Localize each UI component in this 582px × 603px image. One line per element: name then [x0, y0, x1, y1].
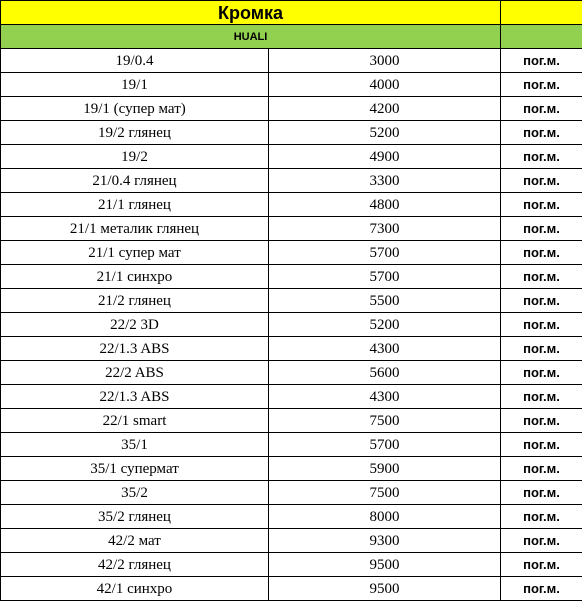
product-unit: пог.м. [501, 361, 582, 385]
product-price: 5200 [269, 313, 501, 337]
table-row [1, 505, 582, 529]
product-price: 5600 [269, 361, 501, 385]
product-unit: пог.м. [501, 433, 582, 457]
product-name: 35/1 [1, 433, 269, 457]
product-unit: пог.м. [501, 457, 582, 481]
product-unit: пог.м. [501, 529, 582, 553]
product-price: 7300 [269, 217, 501, 241]
table-row [1, 481, 582, 505]
product-unit: пог.м. [501, 313, 582, 337]
product-name: 42/1 синхро [1, 577, 269, 601]
product-price: 4900 [269, 145, 501, 169]
product-price: 4200 [269, 97, 501, 121]
product-name: 22/1.3 ABS [1, 385, 269, 409]
product-name: 35/2 [1, 481, 269, 505]
product-price: 5200 [269, 121, 501, 145]
table-row [1, 289, 582, 313]
table-row [1, 145, 582, 169]
title-row [1, 1, 582, 25]
table-row [1, 241, 582, 265]
product-name: 19/1 [1, 73, 269, 97]
product-unit: пог.м. [501, 97, 582, 121]
product-unit: пог.м. [501, 73, 582, 97]
product-price: 9500 [269, 577, 501, 601]
product-name: 21/1 супер мат [1, 241, 269, 265]
product-name: 22/2 3D [1, 313, 269, 337]
table-row [1, 529, 582, 553]
product-name: 19/2 [1, 145, 269, 169]
brand-row [1, 25, 582, 49]
product-price: 5900 [269, 457, 501, 481]
table-row [1, 49, 582, 73]
product-unit: пог.м. [501, 241, 582, 265]
product-name: 21/1 синхро [1, 265, 269, 289]
product-unit: пог.м. [501, 121, 582, 145]
product-name: 21/0.4 глянец [1, 169, 269, 193]
product-name: 35/1 супермат [1, 457, 269, 481]
product-price: 9500 [269, 553, 501, 577]
product-unit: пог.м. [501, 49, 582, 73]
table-row [1, 193, 582, 217]
product-price: 4300 [269, 337, 501, 361]
table-row [1, 361, 582, 385]
brand-empty-cell [501, 25, 582, 49]
table-row [1, 217, 582, 241]
product-name: 42/2 мат [1, 529, 269, 553]
table-row [1, 577, 582, 601]
product-unit: пог.м. [501, 265, 582, 289]
table-row [1, 121, 582, 145]
sheet-title: Кромка [1, 1, 501, 25]
table-row [1, 433, 582, 457]
product-name: 21/1 металик глянец [1, 217, 269, 241]
table-row [1, 169, 582, 193]
product-name: 19/1 (супер мат) [1, 97, 269, 121]
product-unit: пог.м. [501, 505, 582, 529]
product-price: 4000 [269, 73, 501, 97]
product-price: 5700 [269, 241, 501, 265]
product-unit: пог.м. [501, 289, 582, 313]
price-table-body [1, 1, 582, 601]
table-row [1, 73, 582, 97]
product-price: 4800 [269, 193, 501, 217]
brand-name: HUALI [1, 25, 501, 49]
table-row [1, 409, 582, 433]
table-row [1, 97, 582, 121]
product-unit: пог.м. [501, 553, 582, 577]
product-price: 5700 [269, 433, 501, 457]
table-row [1, 553, 582, 577]
product-unit: пог.м. [501, 577, 582, 601]
product-unit: пог.м. [501, 145, 582, 169]
table-row [1, 457, 582, 481]
product-name: 22/1 smart [1, 409, 269, 433]
product-price: 9300 [269, 529, 501, 553]
title-empty-cell [501, 1, 582, 25]
product-unit: пог.м. [501, 193, 582, 217]
table-row [1, 313, 582, 337]
product-price: 7500 [269, 481, 501, 505]
product-name: 19/0.4 [1, 49, 269, 73]
product-unit: пог.м. [501, 217, 582, 241]
product-name: 21/2 глянец [1, 289, 269, 313]
product-unit: пог.м. [501, 169, 582, 193]
product-price: 3000 [269, 49, 501, 73]
product-price: 5700 [269, 265, 501, 289]
product-price: 7500 [269, 409, 501, 433]
product-unit: пог.м. [501, 385, 582, 409]
product-unit: пог.м. [501, 409, 582, 433]
product-name: 42/2 глянец [1, 553, 269, 577]
table-row [1, 337, 582, 361]
product-unit: пог.м. [501, 481, 582, 505]
product-name: 21/1 глянец [1, 193, 269, 217]
table-row [1, 265, 582, 289]
product-name: 35/2 глянец [1, 505, 269, 529]
product-name: 19/2 глянец [1, 121, 269, 145]
product-price: 8000 [269, 505, 501, 529]
product-name: 22/1.3 ABS [1, 337, 269, 361]
product-price: 3300 [269, 169, 501, 193]
product-name: 22/2 ABS [1, 361, 269, 385]
table-row [1, 385, 582, 409]
product-price: 5500 [269, 289, 501, 313]
product-price: 4300 [269, 385, 501, 409]
product-unit: пог.м. [501, 337, 582, 361]
